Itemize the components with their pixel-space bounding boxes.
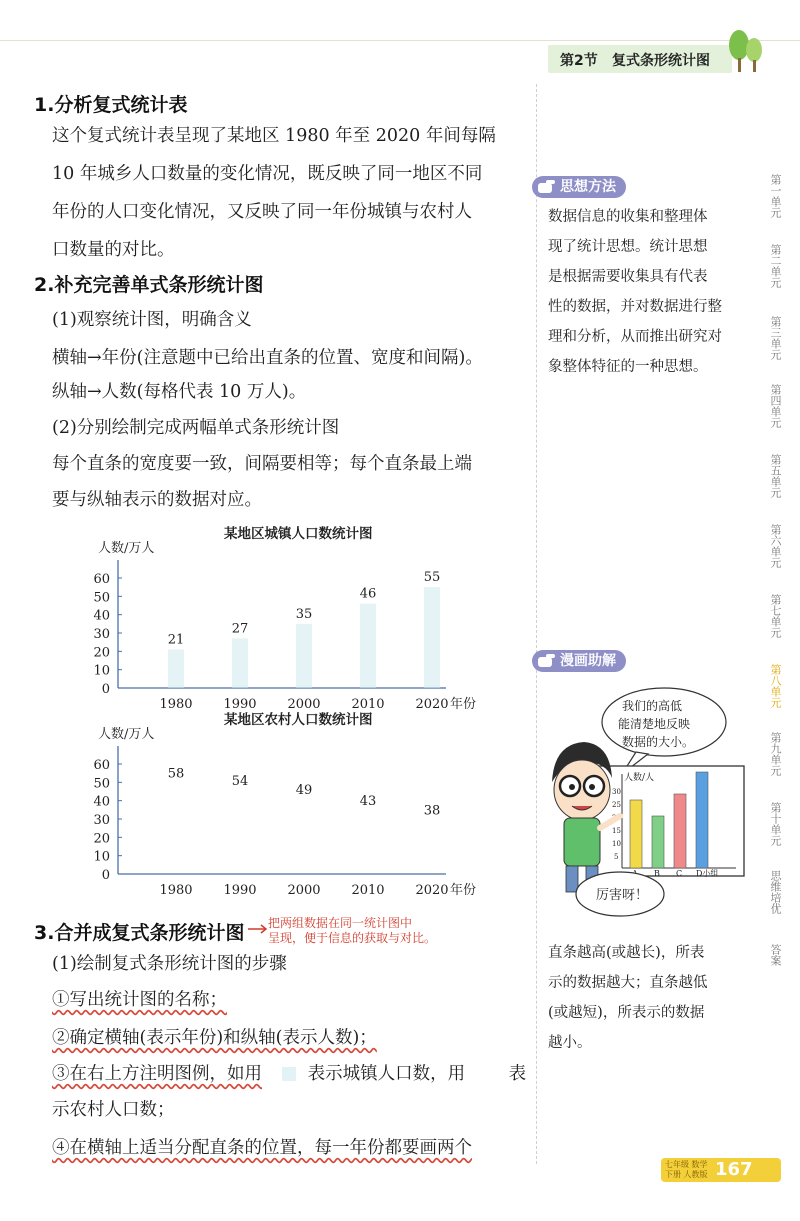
urban-ytick-label: 30 [93, 627, 110, 642]
p1-line-2: 10 年城乡人口数量的变化情况，既反映了同一地区不同 [52, 164, 483, 184]
thinking-line-1: 数据信息的收集和整理体 [548, 209, 708, 225]
bubble-line-3: 数据的大小。 [622, 735, 695, 749]
urban-ytick-label: 10 [93, 663, 110, 679]
thinking-line-4: 性的数据，并对数据进行整 [548, 299, 722, 315]
bubble-line-2: 能清楚地反映 [618, 717, 691, 731]
p1-line-3: 年份的人口变化情况，又反映了同一年份城镇与农村人 [52, 202, 472, 222]
unit-tab-answers[interactable]: 答案 [769, 944, 782, 966]
step-3-text-a: ③在右上方注明图例，如用 [52, 1064, 262, 1084]
unit-tab-8[interactable]: 第八单元 [769, 664, 782, 708]
rural-ytick-label: 60 [93, 758, 110, 773]
urban-bar [168, 650, 184, 689]
urban-bar [296, 624, 312, 688]
yaxis-line: 纵轴→人数(每格代表 10 万人)。 [52, 382, 307, 402]
heading-2: 2.补充完善单式条形统计图 [34, 274, 264, 296]
comic-line-4: 越小。 [548, 1035, 592, 1051]
thinking-line-6: 象整体特征的一种思想。 [548, 359, 708, 375]
comic-bar-c [674, 794, 686, 868]
rural-xtick-label: 1980 [159, 883, 193, 898]
urban-value-label: 21 [167, 632, 185, 648]
comic-cat-b: B [654, 869, 660, 878]
heading-3-note-line-1: 把两组数据在同一统计图中 [268, 916, 413, 930]
thinking-line-5: 理和分析，从而推出研究对 [548, 329, 722, 345]
rural-ylabel: 人数/万人 [98, 727, 155, 742]
step-4-text: ④在横轴上适当分配直条的位置，每一年份都要画两个 [52, 1138, 472, 1158]
rural-xtick-label: 2020 [415, 883, 449, 898]
draw-line: (2)分别绘制完成两幅单式条形统计图 [52, 418, 340, 438]
urban-xtick-label: 1980 [159, 697, 193, 712]
step-3 [52, 1060, 526, 1085]
comic-line-1: 直条越高(或越长)，所表 [548, 945, 705, 961]
comic-tick-30: 30 [612, 788, 621, 796]
comic-cat-c: C [676, 869, 683, 878]
rural-ytick-label: 50 [93, 776, 110, 792]
urban-xtick-label: 1990 [223, 697, 257, 712]
step-3-cont: 示农村人口数； [52, 1100, 175, 1120]
rural-xlabel: 年份 [450, 883, 477, 898]
step-2 [52, 1024, 377, 1049]
pointing-hand-icon-2 [536, 651, 556, 671]
step-4 [52, 1134, 472, 1159]
steps-title: (1)绘制复式条形统计图的步骤 [52, 954, 287, 974]
thinking-line-3: 是根据需要收集具有代表 [548, 269, 708, 285]
unit-tab-3[interactable]: 第三单元 [769, 316, 782, 360]
step-3-text-b: 表示城镇人口数，用 [307, 1064, 466, 1084]
unit-tab-2[interactable]: 第二单元 [769, 244, 782, 288]
urban-ytick-label: 20 [93, 645, 110, 661]
urban-xtick-label: 2000 [287, 697, 321, 712]
rural-ytick-label: 30 [93, 813, 110, 828]
page-header [0, 40, 800, 77]
comic-xlabel: D小组 [696, 869, 719, 878]
comic-line-2: 示的数据越大；直条越低 [548, 975, 708, 991]
p1-line-4: 口数量的对比。 [52, 240, 175, 260]
urban-bar [360, 604, 376, 688]
rule-line-2: 要与纵轴表示的数据对应。 [52, 490, 262, 510]
rural-ytick-label: 40 [93, 794, 110, 810]
page-number: 167 [715, 1159, 753, 1180]
comic-tick-5: 5 [614, 853, 619, 861]
urban-chart-title: 某地区城镇人口数统计图 [224, 526, 373, 542]
section-number: 第2节 [560, 53, 598, 69]
rural-ytick-label: 0 [101, 868, 110, 883]
urban-xlabel: 年份 [450, 697, 477, 712]
heading-3: 3.合并成复式条形统计图 [34, 922, 245, 944]
section-title: 复式条形统计图 [612, 53, 710, 69]
rural-ytick-label: 10 [93, 849, 110, 865]
unit-tab-9[interactable]: 第九单元 [769, 732, 782, 776]
rural-value-label: 58 [167, 766, 185, 782]
rural-value-label: 38 [423, 803, 441, 819]
urban-population-chart [84, 522, 504, 712]
observe-line: (1)观察统计图，明确含义 [52, 310, 252, 330]
column-divider [536, 84, 537, 1164]
badge-subtitle [665, 1160, 708, 1180]
urban-value-label: 27 [231, 621, 249, 637]
rural-population-chart [84, 708, 504, 898]
urban-bar [232, 639, 248, 689]
step-3-text-c: 表 [508, 1064, 527, 1084]
heading-3-note-line-2: 呈现，便于信息的获取与对比。 [268, 931, 437, 945]
rural-xtick-label: 2000 [287, 883, 321, 898]
comic-tick-15: 15 [612, 827, 621, 835]
urban-value-label: 55 [423, 570, 441, 586]
legend-urban-swatch [282, 1067, 296, 1081]
page-number-badge [661, 1158, 781, 1182]
urban-ytick-label: 60 [93, 572, 110, 587]
rule-line-1: 每个直条的宽度要一致，间隔要相等；每个直条最上端 [52, 454, 472, 474]
unit-tab-optimize[interactable]: 思维培优 [769, 870, 782, 914]
urban-ytick-label: 50 [93, 590, 110, 606]
rural-ytick-label: 20 [93, 831, 110, 847]
arrow-icon [248, 922, 270, 936]
urban-ylabel: 人数/万人 [98, 541, 155, 556]
tree-icon [726, 28, 766, 74]
unit-tab-6[interactable]: 第六单元 [769, 524, 782, 568]
tag-comic-help-label: 漫画助解 [560, 653, 616, 669]
rural-xtick-label: 1990 [223, 883, 257, 898]
tag-comic-help [532, 650, 626, 672]
tag-thinking-method-label: 思想方法 [560, 179, 616, 195]
pointing-hand-icon [536, 177, 556, 197]
bubble-line-1: 我们的高低 [622, 699, 683, 713]
urban-ytick-label: 40 [93, 608, 110, 624]
badge-subtitle-line-1: 七年级 数学 [665, 1160, 708, 1169]
rural-value-label: 49 [295, 783, 313, 799]
urban-xtick-label: 2020 [415, 697, 449, 712]
comic-bar-a [630, 800, 642, 868]
comic-bar-d [696, 772, 708, 868]
badge-subtitle-line-2: 下册 人教版 [665, 1170, 708, 1179]
xaxis-line: 横轴→年份(注意题中已给出直条的位置、宽度和间隔)。 [52, 348, 483, 368]
urban-ytick-label: 0 [101, 682, 110, 697]
unit-tab-1[interactable]: 第一单元 [769, 174, 782, 218]
rural-value-label: 54 [231, 774, 249, 789]
comic-ylabel: 人数/人 [624, 773, 655, 783]
thinking-method-text [548, 202, 722, 382]
unit-tab-5[interactable]: 第五单元 [769, 454, 782, 498]
heading-1: 1.分析复式统计表 [34, 94, 188, 116]
tag-thinking-method [532, 176, 626, 198]
comic-bar-b [652, 816, 664, 868]
step-1: ①写出统计图的名称； [52, 990, 227, 1010]
comic-explanation [548, 938, 708, 1058]
urban-value-label: 46 [359, 586, 377, 602]
unit-tab-4[interactable]: 第四单元 [769, 384, 782, 428]
urban-bar [424, 587, 440, 688]
thinking-line-2: 现了统计思想。统计思想 [548, 239, 708, 255]
step-2-text: ②确定横轴(表示年份)和纵轴(表示人数)； [52, 1028, 377, 1048]
comic-illustration [544, 682, 756, 928]
p1-line-1: 这个复式统计表呈现了某地区 1980 年至 2020 年间每隔 [52, 126, 496, 146]
urban-value-label: 35 [295, 606, 313, 622]
rural-chart-title: 某地区农村人口数统计图 [224, 712, 373, 728]
bubble-2-text: 厉害呀！ [596, 888, 649, 903]
comic-tick-25: 25 [612, 801, 621, 809]
comic-line-3: (或越短)，所表示的数据 [548, 1005, 705, 1021]
rural-xtick-label: 2010 [351, 883, 385, 898]
urban-xtick-label: 2010 [351, 697, 385, 712]
rural-value-label: 43 [359, 794, 377, 810]
heading-3-note [268, 916, 436, 946]
unit-tab-10[interactable]: 第十单元 [769, 802, 782, 846]
unit-tab-7[interactable]: 第七单元 [769, 594, 782, 638]
comic-tick-10: 10 [612, 840, 621, 848]
